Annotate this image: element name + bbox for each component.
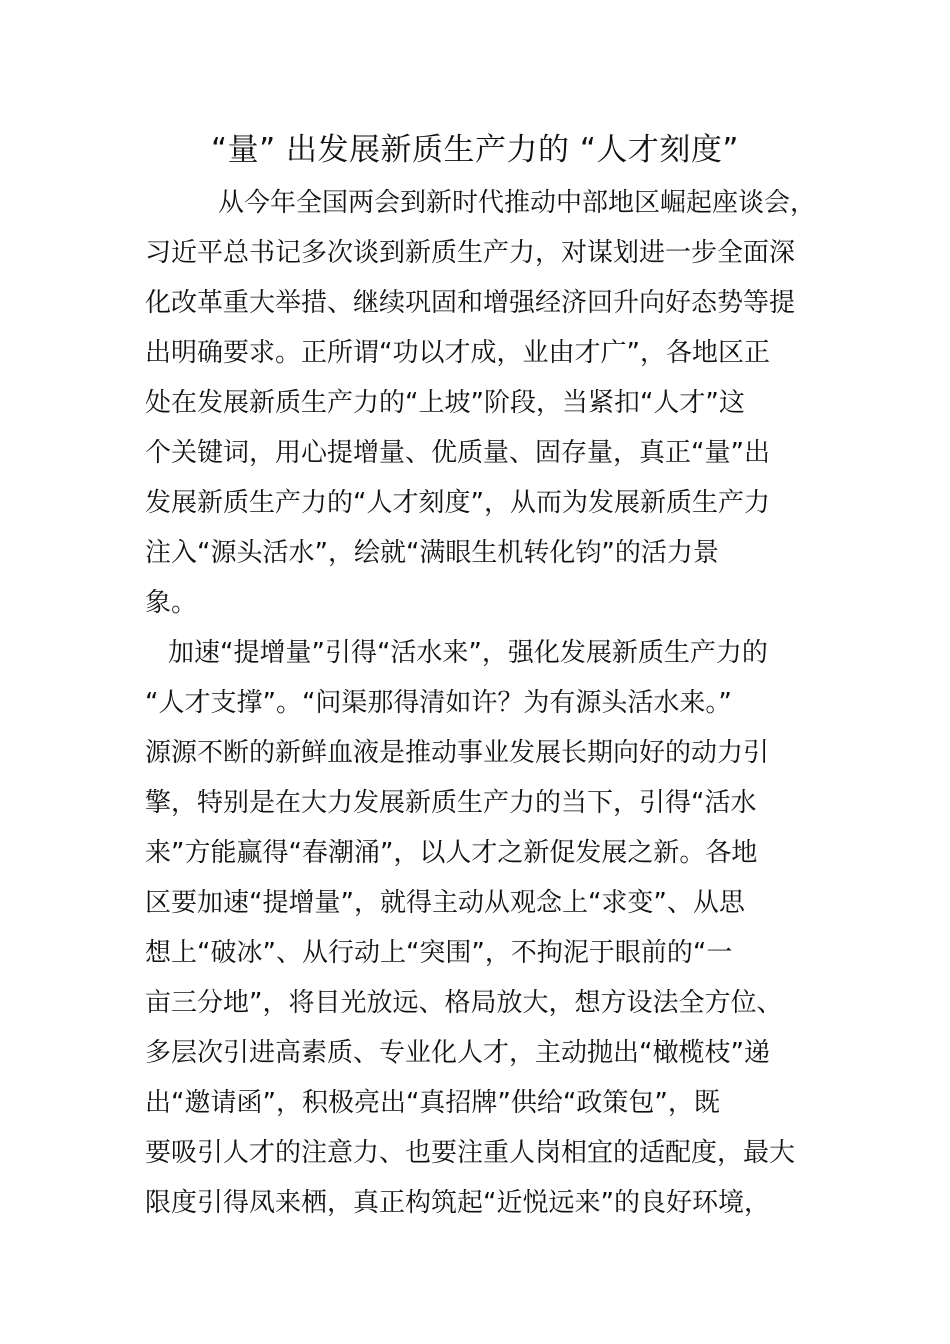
paragraph-2-line-6: 区要加速“提增量”，就得主动从观念上“求变”、从思	[145, 888, 745, 918]
document-title: “量” 出发展新质生产力的 “人才刻度”	[211, 132, 739, 168]
paragraph-2-line-9: 多层次引进高素质、专业化人才，主动抛出“橄榄枝”递	[145, 1038, 770, 1068]
paragraph-1-line-3: 化改革重大举措、继续巩固和增强经济回升向好态势等提	[145, 288, 796, 318]
paragraph-1-line-5: 处在发展新质生产力的“上坡”阶段，当紧扣“人才”这	[145, 388, 745, 418]
paragraph-1-line-9: 象。	[145, 588, 198, 618]
paragraph-2-line-3: 源源不断的新鲜血液是推动事业发展长期向好的动力引	[145, 738, 770, 768]
paragraph-1-line-8: 注入“源头活水”，绘就“满眼生机转化钧”的活力景	[145, 538, 719, 568]
paragraph-2-line-12: 限度引得凤来栖，真正构筑起“近悦远来”的良好环境，	[145, 1188, 770, 1218]
paragraph-1-line-2: 习近平总书记多次谈到新质生产力，对谋划进一步全面深	[145, 238, 796, 268]
paragraph-1-line-1: 从今年全国两会到新时代推动中部地区崛起座谈会，	[218, 188, 817, 218]
paragraph-2-line-2: “人才支撑”。“问渠那得清如许？为有源头活水来。”	[145, 688, 732, 718]
paragraph-2-line-10: 出“邀请函”，积极亮出“真招牌”供给“政策包”，既	[145, 1088, 720, 1118]
paragraph-1-line-6: 个关键词，用心提增量、优质量、固存量，真正“量”出	[145, 438, 770, 468]
paragraph-2-line-11: 要吸引人才的注意力、也要注重人岗相宜的适配度，最大	[145, 1138, 796, 1168]
paragraph-2-line-8: 亩三分地”，将目光放远、格局放大，想方设法全方位、	[145, 988, 783, 1018]
paragraph-1-line-7: 发展新质生产力的“人才刻度”，从而为发展新质生产力	[145, 488, 770, 518]
paragraph-2-line-7: 想上“破冰”、从行动上“突围”，不拘泥于眼前的“一	[145, 938, 733, 968]
paragraph-2-line-1: 加速“提增量”引得“活水来”，强化发展新质生产力的	[168, 638, 768, 668]
paragraph-2-line-5: 来”方能赢得“春潮涌”，以人才之新促发展之新。各地	[145, 838, 758, 868]
paragraph-2-line-4: 擎，特别是在大力发展新质生产力的当下，引得“活水	[145, 788, 757, 818]
paragraph-1-line-4: 出明确要求。正所谓“功以才成，业由才广”，各地区正	[145, 338, 770, 368]
